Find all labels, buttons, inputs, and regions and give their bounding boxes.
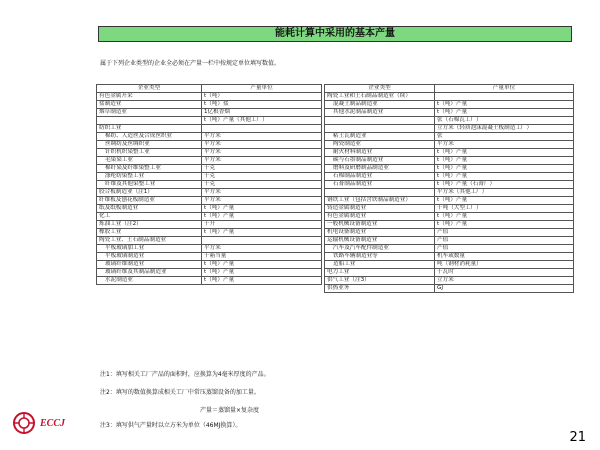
enterprise-type-cell: 石棉制品制造业 xyxy=(325,173,435,181)
eccj-logo xyxy=(12,411,65,435)
enterprise-type-cell: 混凝土制品制造业 xyxy=(325,101,435,109)
enterprise-type-cell: 运输机械设备制造业 xyxy=(325,237,435,245)
enterprise-type-cell: 玻璃纤维制造业 xyxy=(97,261,202,269)
enterprise-type-cell: 陶瓷工业、土石制品制造业 xyxy=(97,237,202,245)
production-unit-cell: 平方米 xyxy=(202,149,322,157)
table-row xyxy=(97,149,322,157)
production-unit-cell: t（吨）产量（石膏厂） xyxy=(435,181,574,189)
enterprise-type-cell: 毛染染工业 xyxy=(97,157,202,165)
eccj-logo-icon xyxy=(12,411,36,435)
table-row xyxy=(325,213,574,221)
production-unit-cell: t（吨）产量 xyxy=(435,213,574,221)
production-unit-cell: t（吨）产量 xyxy=(202,269,322,277)
production-unit-cell: 平方米（其他工厂） xyxy=(435,189,574,197)
table-row xyxy=(325,261,574,269)
table-header-row xyxy=(97,85,322,93)
production-unit-cell: t（吨）产量 xyxy=(202,213,322,221)
enterprise-type-cell xyxy=(97,117,202,125)
table-row xyxy=(97,269,322,277)
production-unit-cell: 千克 xyxy=(202,165,322,173)
production-unit-cell: 产值 xyxy=(435,237,574,245)
enterprise-type-cell: 粘土瓦制造业 xyxy=(325,133,435,141)
table-row xyxy=(325,117,574,125)
production-unit-cell: 张 xyxy=(435,133,574,141)
table-row xyxy=(97,141,322,149)
enterprise-type-cell: 水泥制造业 xyxy=(97,277,202,285)
table-row xyxy=(97,205,322,213)
enterprise-type-cell: 电力工业 xyxy=(325,269,435,277)
table-row xyxy=(97,253,322,261)
enterprise-type-cell: 平板玻璃加工业 xyxy=(97,245,202,253)
production-unit-cell: t（吨）产量 xyxy=(435,149,574,157)
production-unit-cell: t（吨）产量 xyxy=(435,157,574,165)
table-row xyxy=(325,125,574,133)
table-row xyxy=(97,237,322,245)
enterprise-type-cell: 造船工业 xyxy=(325,261,435,269)
production-unit-cell: 千克 xyxy=(202,173,322,181)
production-unit-cell: t（吨）产量 xyxy=(435,197,574,205)
table-row xyxy=(325,269,574,277)
production-unit-cell: 平方米 xyxy=(202,157,322,165)
table-row xyxy=(325,141,574,149)
table-row xyxy=(325,173,574,181)
production-unit-cell: 平方米 xyxy=(202,245,322,253)
table-row xyxy=(97,213,322,221)
logo-text: ECCJ xyxy=(40,417,66,429)
production-unit-cell: 机车或数量 xyxy=(435,253,574,261)
table-row xyxy=(97,157,322,165)
enterprise-type-cell: 丝绸纺及丝绸织业 xyxy=(97,141,202,149)
table-row xyxy=(97,197,322,205)
table-row xyxy=(325,253,574,261)
production-unit-cell: 平方米 xyxy=(202,141,322,149)
table-row xyxy=(97,165,322,173)
enterprise-type-cell: 耐火材料制造业 xyxy=(325,149,435,157)
table-row xyxy=(325,237,574,245)
table-row xyxy=(325,109,574,117)
table-row xyxy=(97,245,322,253)
table-row xyxy=(325,149,574,157)
table-header-row xyxy=(325,85,574,93)
table-row xyxy=(325,229,574,237)
production-unit-cell: 张（石棉瓦工厂） xyxy=(435,117,574,125)
left-production-table xyxy=(96,84,322,285)
enterprise-type-cell xyxy=(325,189,435,197)
table-row xyxy=(325,157,574,165)
production-unit-cell: t（吨） xyxy=(202,93,322,101)
production-unit-cell: t（吨）产量（其他工厂） xyxy=(202,117,322,125)
production-unit-cell: t（吨）产量 xyxy=(202,229,322,237)
enterprise-type-cell: 一般机械设备制造业 xyxy=(325,221,435,229)
note-2: 注2：填写的数值换算成相关工厂中常压蒸馏设备的加工量。 xyxy=(100,389,260,396)
table-row xyxy=(97,125,322,133)
table-row xyxy=(325,205,574,213)
enterprise-type-cell: 盐制造业 xyxy=(97,101,202,109)
header-unit: 产量单位 xyxy=(202,85,322,93)
enterprise-type-cell: 针织机织染整工业 xyxy=(97,149,202,157)
enterprise-type-cell: 石膏制品制造业 xyxy=(325,181,435,189)
enterprise-type-cell: 其他水泥制品制造业 xyxy=(325,109,435,117)
page-title: 能耗计算中采用的基本产量 xyxy=(98,26,572,42)
table-row xyxy=(325,197,574,205)
production-unit-cell: 平方米 xyxy=(202,197,322,205)
production-unit-cell: t（吨）产量 xyxy=(435,101,574,109)
production-unit-cell: t（吨）产量 xyxy=(435,109,574,117)
table-row xyxy=(325,277,574,285)
production-unit-cell: 平方米 xyxy=(202,189,322,197)
enterprise-type-cell: 玻璃纤维及其制品制造业 xyxy=(97,269,202,277)
table-row xyxy=(97,133,322,141)
production-unit-cell: t（吨）产量 xyxy=(435,221,574,229)
table-row xyxy=(97,173,322,181)
table-row xyxy=(325,133,574,141)
formula: 产量＝蒸馏量×复杂度 xyxy=(200,407,260,414)
enterprise-type-cell: 有色金属制造业 xyxy=(325,213,435,221)
enterprise-type-cell xyxy=(325,117,435,125)
enterprise-type-cell: 铁路车辆制造业等 xyxy=(325,253,435,261)
header-type: 企业类型 xyxy=(97,85,202,93)
production-unit-cell: 千瓦时 xyxy=(435,269,574,277)
enterprise-type-cell: 平板玻璃制造业 xyxy=(97,253,202,261)
enterprise-type-cell: 供热业务 xyxy=(325,285,435,293)
enterprise-type-cell: 纺织工业 xyxy=(97,125,202,133)
production-unit-cell: t（吨）产量 xyxy=(202,261,322,269)
production-unit-cell xyxy=(202,125,322,133)
table-row xyxy=(325,221,574,229)
production-unit-cell: 产值 xyxy=(435,245,574,253)
table-row xyxy=(325,165,574,173)
enterprise-type-cell: 棉纺、人造丝及合成丝织业 xyxy=(97,133,202,141)
production-unit-cell: 千克 xyxy=(202,181,322,189)
enterprise-type-cell: 陶瓷制造业 xyxy=(325,141,435,149)
right-production-table xyxy=(324,84,574,293)
production-unit-cell: 平方米 xyxy=(202,133,322,141)
table-row xyxy=(325,245,574,253)
table-row xyxy=(325,101,574,109)
enterprise-type-cell: 纤维板及刨花板制造业 xyxy=(97,197,202,205)
table-row xyxy=(325,93,574,101)
header-type: 企业类型 xyxy=(325,85,435,93)
table-row xyxy=(97,101,322,109)
table-row xyxy=(97,261,322,269)
enterprise-type-cell: 橡胶工业 xyxy=(97,229,202,237)
enterprise-type-cell: 烟草制造业 xyxy=(97,109,202,117)
production-unit-cell: t（吨）产量 xyxy=(202,205,322,213)
enterprise-type-cell: 汽车及汽车配件制造业 xyxy=(325,245,435,253)
production-unit-cell: GJ xyxy=(435,285,574,293)
enterprise-type-cell: 涤纶纺染整工业 xyxy=(97,173,202,181)
table-row xyxy=(97,229,322,237)
note-1: 注1：填写相关工厂产品的面积时，应换算为4毫米厚度的产品。 xyxy=(100,371,270,378)
production-unit-cell xyxy=(435,93,574,101)
table-row xyxy=(97,109,322,117)
production-unit-cell: 1亿根香烟 xyxy=(202,109,322,117)
enterprise-type-cell: 棉纤染及纤维染整工业 xyxy=(97,165,202,173)
production-unit-cell: 千吨（大型工厂） xyxy=(435,205,574,213)
enterprise-type-cell: 碳与石墨制品制造业 xyxy=(325,157,435,165)
production-unit-cell: t（吨）产量 xyxy=(435,173,574,181)
page-number: 21 xyxy=(569,430,586,445)
table-row xyxy=(97,221,322,229)
enterprise-type-cell: 有色金属开采 xyxy=(97,93,202,101)
enterprise-type-cell: 陶瓷工业和土石制品制造业（续） xyxy=(325,93,435,101)
production-unit-cell: 产值 xyxy=(435,229,574,237)
enterprise-type-cell: 炼油工业（注2） xyxy=(97,221,202,229)
table-row xyxy=(97,181,322,189)
production-unit-cell: 吨（钢材消耗量） xyxy=(435,261,574,269)
production-unit-cell xyxy=(202,237,322,245)
enterprise-type-cell: 机电设备制造业 xyxy=(325,229,435,237)
enterprise-type-cell: 纤维及其他染整工业 xyxy=(97,181,202,189)
table-row xyxy=(97,93,322,101)
table-row xyxy=(325,189,574,197)
enterprise-type-cell: 化工 xyxy=(97,213,202,221)
table-row xyxy=(97,189,322,197)
note-3: 注3：填写供气产量时以立方米为单位（46MJ换算）。 xyxy=(100,422,242,429)
enterprise-type-cell: 钢铁工业（包括含铁制品制造业） xyxy=(325,197,435,205)
production-unit-cell: t（吨）盐 xyxy=(202,101,322,109)
production-unit-cell: 立方米（轻质泡沫混凝土板制造工厂） xyxy=(435,125,574,133)
enterprise-type-cell: 胶合板制造业（注1） xyxy=(97,189,202,197)
production-unit-cell: t（吨）产量 xyxy=(202,277,322,285)
enterprise-type-cell: 纸及纸板制造业 xyxy=(97,205,202,213)
production-unit-cell: t（吨）产量 xyxy=(435,165,574,173)
production-unit-cell: 千升 xyxy=(202,221,322,229)
table-row xyxy=(97,277,322,285)
header-unit: 产量单位 xyxy=(435,85,574,93)
production-unit-cell: 千箱当量 xyxy=(202,253,322,261)
table-row xyxy=(97,117,322,125)
enterprise-type-cell xyxy=(325,125,435,133)
table-row xyxy=(325,181,574,189)
table-row xyxy=(325,285,574,293)
intro-text: 属于下列企业类型的企业全必须在产量一栏中按规定单位填写数值。 xyxy=(100,60,281,67)
enterprise-type-cell: 磨料及研磨制品制造业 xyxy=(325,165,435,173)
production-unit-cell: 立方米 xyxy=(435,277,574,285)
enterprise-type-cell: 铸造金属制造业 xyxy=(325,205,435,213)
enterprise-type-cell: 供气工业（注3） xyxy=(325,277,435,285)
production-unit-cell: 平方米 xyxy=(435,141,574,149)
